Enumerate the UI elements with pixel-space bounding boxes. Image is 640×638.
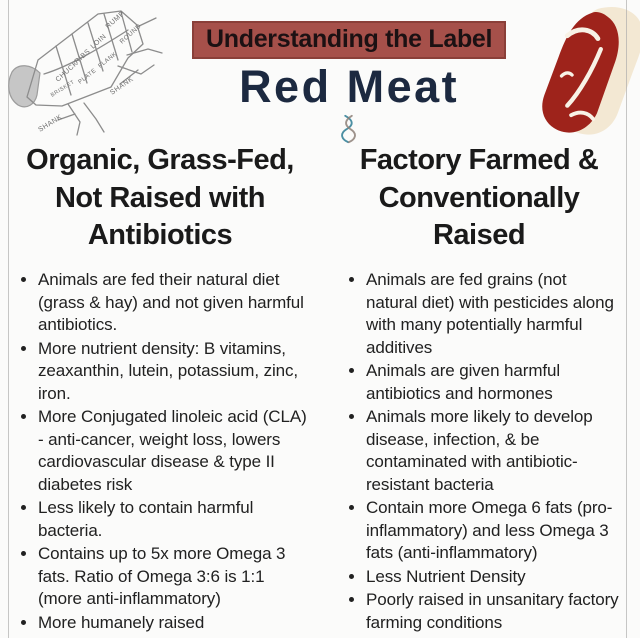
bullet-item: • Less Nutrient Density xyxy=(366,566,620,589)
page-title: Red Meat xyxy=(239,61,460,112)
bullet-item: • Poorly raised in unsanitary factory farming conditions xyxy=(366,589,620,634)
left-column-heading: Organic, Grass-Fed, Not Raised with Antibiotics xyxy=(26,144,294,252)
cow-label-chuck: CHUCK xyxy=(54,59,80,84)
banner-label: Understanding the Label xyxy=(206,25,493,53)
right-column-factory xyxy=(320,142,640,635)
bullet-item: • Less likely to contain harmful bacteria. xyxy=(38,497,310,542)
left-bullet-list xyxy=(10,269,310,634)
bullet-item: • More Conjugated linoleic acid (CLA) - anti-cancer, weight loss, lowers cardiovascular disease & type II diabetes risk xyxy=(38,406,310,496)
bullet-item: • Animals are fed grains (not natural diet) with pesticides along with many potentially harmful additives xyxy=(366,269,620,359)
cow-label-shank-rear: SHANK xyxy=(109,75,135,97)
cow-label-shank-front: SHANK xyxy=(37,113,64,134)
comparison-columns xyxy=(0,142,640,635)
steak-illustration-icon xyxy=(506,0,640,155)
cow-label-round: ROUND xyxy=(118,22,143,46)
dna-helix-icon xyxy=(340,113,358,145)
right-column-heading: Factory Farmed & Conventionally Raised xyxy=(359,144,599,252)
cow-label-plate: PLATE xyxy=(77,67,98,86)
bullet-item: • Contains up to 5x more Omega 3 fats. Ratio of Omega 3:6 is 1:1 (more anti-inflammatory) xyxy=(38,543,310,611)
bullet-item: • Contain more Omega 6 fats (pro-inflammatory) and less Omega 3 fats (anti-inflammatory) xyxy=(366,497,620,565)
cow-label-rump: RUMP xyxy=(104,10,127,31)
cow-label-loin: LOIN xyxy=(89,33,108,51)
beef-cuts-diagram-icon xyxy=(0,0,192,147)
left-border-line xyxy=(8,0,9,638)
bullet-item: • More nutrient density: B vitamins, zeaxanthin, lutein, potassium, zinc, iron. xyxy=(38,338,310,406)
right-bullet-list xyxy=(338,269,620,634)
right-border-line xyxy=(626,0,627,638)
bullet-item: • Animals more likely to develop disease, infection, & be contaminated with antibiotic-resistant bacteria xyxy=(366,406,620,496)
title-block xyxy=(192,0,506,145)
banner xyxy=(192,21,506,59)
left-column-organic xyxy=(0,142,320,635)
header-section xyxy=(0,0,640,142)
cow-label-flank: FLANK xyxy=(97,51,119,70)
bullet-item: • Animals are fed their natural diet (grass & hay) and not given harmful antibiotics. xyxy=(38,269,310,337)
bullet-item: • Animals are given harmful antibiotics and hormones xyxy=(366,360,620,405)
bullet-item: • More humanely raised xyxy=(38,612,310,635)
cow-label-brisket: BRISKET xyxy=(49,79,76,99)
cow-label-ribs: RIBS xyxy=(73,48,92,66)
